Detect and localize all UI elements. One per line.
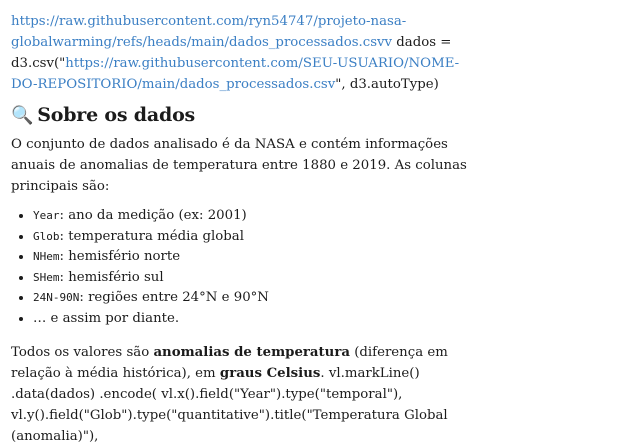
list-item bbox=[33, 288, 471, 309]
magnifier-icon: 🔍 bbox=[11, 105, 34, 126]
column-code: Year bbox=[33, 209, 60, 222]
column-code: Glob bbox=[33, 229, 60, 243]
column-desc: : hemisfério sul bbox=[59, 269, 164, 285]
section-heading bbox=[11, 102, 471, 129]
column-code: 24N-90N bbox=[33, 291, 80, 305]
list-item-more: • … e assim por diante. bbox=[33, 309, 471, 330]
closing-text-2: (diferença em relação à média histórica), em bbox=[11, 344, 448, 381]
list-item bbox=[33, 268, 471, 289]
section-description: O conjunto de dados analisado é da NASA e contém informações anuais de anomalias de temperatura entre 1880 e 2019. As colunas principais são: bbox=[11, 137, 467, 194]
intro-code-text: dados = d3.csv(" bbox=[11, 35, 452, 71]
column-desc: : ano da medição (ex: 2001) bbox=[59, 208, 247, 223]
dataset-link[interactable]: https://raw.githubusercontent.com/ryn54747/projeto-nasa-globalwarming/refs/heads/main/dados_processados.csvv bbox=[11, 14, 407, 50]
list-item bbox=[33, 206, 471, 227]
list-item bbox=[33, 227, 471, 248]
closing-text-1: Todos os valores são bbox=[11, 344, 154, 360]
column-desc: : temperatura média global bbox=[59, 228, 244, 244]
column-code: SHem bbox=[33, 270, 60, 284]
closing-bold-1: anomalias de temperatura bbox=[153, 344, 350, 360]
column-code: NHem bbox=[33, 250, 60, 264]
columns-list bbox=[11, 206, 471, 330]
notebook-page bbox=[11, 11, 471, 447]
column-desc: : hemisfério norte bbox=[59, 249, 181, 265]
closing-bold-2: graus Celsius bbox=[219, 365, 321, 381]
intro-paragraph bbox=[11, 11, 471, 95]
list-item bbox=[33, 247, 471, 268]
template-link[interactable]: https://raw.githubusercontent.com/SEU-USUARIO/NOME-DO-REPOSITORIO/main/dados_processados.csv bbox=[11, 56, 460, 92]
intro-code-tail: ", d3.autoType) bbox=[335, 77, 439, 92]
closing-text-3: . vl.markLine() .data(dados) .encode( vl.x().field("Year").type("temporal"), vl.y().field("Glob").type("quantitative").title("Temperatura Global (anomalia)"), bbox=[11, 365, 448, 444]
section-title: Sobre os dados bbox=[37, 104, 196, 126]
column-desc: : regiões entre 24°N e 90°N bbox=[79, 290, 269, 306]
closing-paragraph bbox=[11, 342, 471, 447]
